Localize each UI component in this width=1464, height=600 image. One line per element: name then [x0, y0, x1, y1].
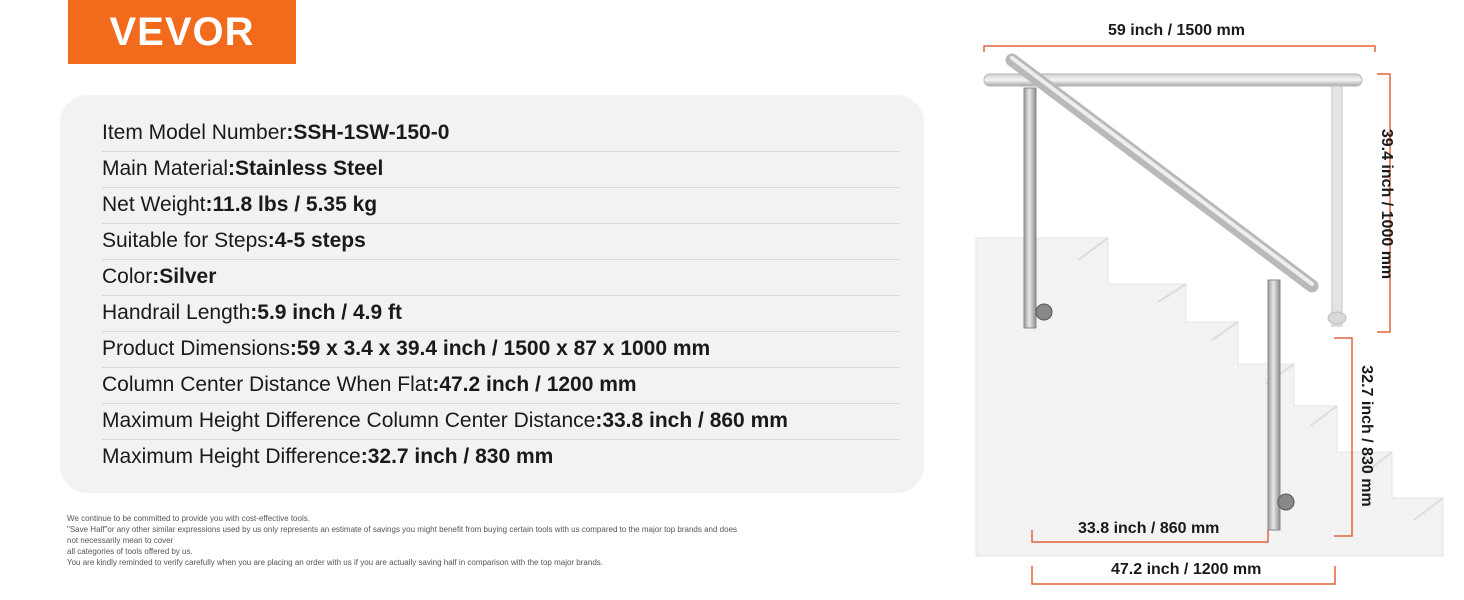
spec-sep: :	[205, 193, 213, 216]
disclaimer-line: not necessarily mean to cover	[67, 536, 174, 545]
specs-panel	[60, 95, 924, 493]
right-post	[1268, 280, 1280, 530]
vevor-logo	[68, 0, 296, 64]
dim-column-center-flat: 47.2 inch / 1200 mm	[1111, 561, 1262, 578]
spec-label: Main Material	[102, 157, 229, 180]
dim-height: 39.4 inch / 1000 mm	[1378, 128, 1395, 280]
spec-label: Net Weight	[102, 193, 206, 216]
spec-value: 33.8 inch / 860 mm	[602, 409, 788, 432]
spec-value: 11.8 lbs / 5.35 kg	[212, 193, 378, 216]
dim-height-diff: 32.7 inch / 830 mm	[1358, 365, 1375, 507]
disclaimer-line: all categories of tools offered by us.	[67, 547, 193, 556]
spec-label: Product Dimensions	[102, 337, 290, 360]
spec-value: 32.7 inch / 830 mm	[367, 445, 554, 468]
spec-sep: :	[286, 121, 294, 144]
spec-value: SSH-1SW-150-0	[293, 121, 450, 144]
left-post-bracket	[1036, 304, 1052, 320]
spec-row	[102, 187, 899, 224]
spec-row	[102, 367, 899, 404]
spec-row	[102, 223, 899, 260]
spec-value: 47.2 inch / 1200 mm	[439, 373, 637, 396]
spec-value: 4-5 steps	[274, 229, 366, 252]
spec-sep: :	[152, 265, 160, 288]
spec-row	[102, 259, 899, 296]
spec-sep: :	[595, 409, 603, 432]
spec-row	[102, 403, 899, 440]
handrail-illustration	[974, 0, 1464, 600]
spec-label: Maximum Height Difference Column Center Distance	[102, 409, 596, 432]
spec-sep: :	[289, 337, 297, 360]
left-post	[1024, 88, 1036, 328]
spec-sep: :	[432, 373, 440, 396]
spec-sep: :	[267, 229, 275, 252]
spec-row	[102, 295, 899, 332]
spec-sep: :	[250, 301, 258, 324]
disclaimer	[67, 513, 847, 568]
spec-label: Handrail Length	[102, 301, 251, 324]
spec-row	[102, 151, 899, 188]
spec-label: Maximum Height Difference	[102, 445, 361, 468]
spec-label: Suitable for Steps	[102, 229, 268, 252]
disclaimer-line: "Save Half"or any other similar expressions used by us only represents an estimate of savings you might benefit from buying certain tools with us compared to the major top brands and does	[67, 525, 738, 534]
spec-value: 5.9 inch / 4.9 ft	[257, 301, 402, 324]
right-post-bracket	[1278, 494, 1294, 510]
spec-value: Silver	[159, 265, 217, 288]
logo-text: VEVOR	[109, 9, 255, 54]
flat-post-base	[1328, 312, 1346, 324]
spec-label: Column Center Distance When Flat	[102, 373, 433, 396]
disclaimer-line: We continue to be committed to provide you with cost-effective tools.	[67, 514, 310, 523]
spec-value: 59 x 3.4 x 39.4 inch / 1500 x 87 x 1000 mm	[296, 337, 711, 360]
spec-row	[102, 439, 899, 475]
disclaimer-line: You are kindly reminded to verify carefully when you are placing an order with us if you are actually saving half in comparison with the top major brands.	[67, 558, 603, 567]
flat-post	[1332, 86, 1342, 326]
spec-value: Stainless Steel	[235, 157, 384, 180]
spec-sep: :	[228, 157, 236, 180]
spec-sep: :	[360, 445, 368, 468]
spec-label: Color	[102, 265, 153, 288]
spec-row	[102, 115, 899, 152]
dim-top-width: 59 inch / 1500 mm	[1108, 22, 1245, 39]
spec-label: Item Model Number	[102, 121, 287, 144]
spec-row	[102, 331, 899, 368]
dim-column-center-slope: 33.8 inch / 860 mm	[1078, 520, 1220, 537]
